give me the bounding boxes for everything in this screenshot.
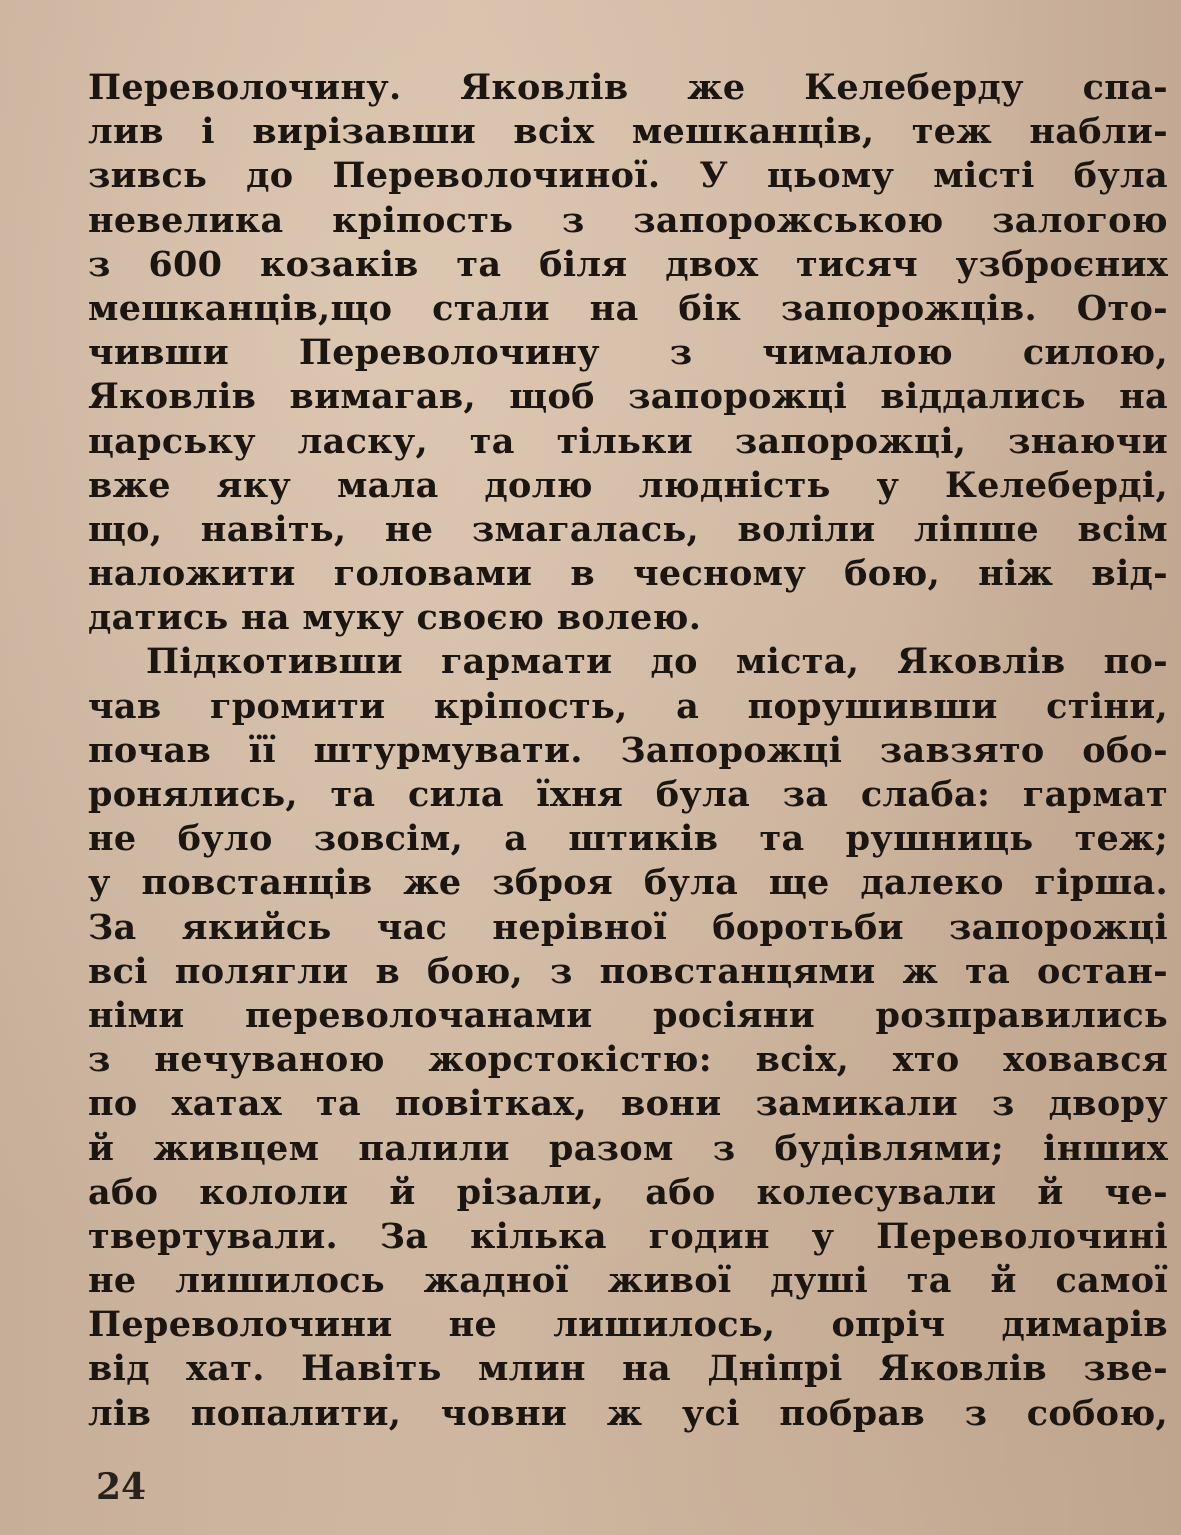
text-line-20: За якийсь час нерівної боротьби запорожці: [88, 906, 1168, 948]
text-line-23: з нечуваною жорстокістю: всіх, хто ховався: [88, 1039, 1168, 1081]
text-line-27: твертували. За кілька годин у Переволочині: [88, 1215, 1168, 1257]
text-line-8: Яковлів вимагав, щоб запорожці віддались на: [88, 376, 1168, 418]
text-line-3: зивсь до Переволочиної. У цьому місті була: [88, 155, 1168, 197]
text-line-14: Підкотивши гармати до міста, Яковлів по-: [146, 641, 1168, 683]
text-line-28: не лишилось жадної живої душі та й самої: [88, 1260, 1168, 1302]
text-line-5: з 600 козаків та біля двох тисяч узброєних: [88, 243, 1168, 285]
text-line-19: у повстанців же зброя була ще далеко гірша.: [88, 862, 1168, 904]
text-line-12: наложити головами в чесному бою, ніж від-: [88, 553, 1168, 595]
text-line-26: або кололи й різали, або колесували й че-: [88, 1171, 1168, 1213]
text-line-1: Переволочину. Яковлів же Келеберду спа-: [88, 67, 1168, 108]
text-line-9: царську ласку, та тільки запорожці, знаючи: [88, 420, 1168, 462]
text-line-7: чивши Переволочину з чималою силою,: [88, 332, 1168, 374]
text-line-15: чав громити кріпость, а порушивши стіни,: [88, 685, 1168, 727]
text-line-22: німи переволочанами росіяни розправились: [88, 994, 1168, 1036]
body-text: [88, 66, 1168, 1436]
text-line-18: не було зовсім, а штиків та рушниць теж;: [88, 818, 1168, 860]
text-line-2: лив і вирізавши всіх мешканців, теж набли-: [88, 111, 1168, 153]
text-line-11: що, навіть, не змагалась, воліли ліпше всім: [88, 508, 1168, 550]
text-line-21: всі полягли в бою, з повстанцями ж та остан-: [88, 950, 1168, 992]
text-line-30: від хат. Навіть млин на Дніпрі Яковлів зве-: [88, 1348, 1168, 1390]
text-line-6: мешканців,що стали на бік запорожців. Ото-: [88, 287, 1168, 329]
text-line-25: й живцем палили разом з будівлями; інших: [88, 1127, 1168, 1169]
text-line-17: ронялись, та сила їхня була за слаба: гармат: [88, 774, 1168, 815]
text-line-24: по хатах та повітках, вони замикали з двору: [88, 1083, 1168, 1125]
text-line-13: датись на муку своєю волею.: [88, 597, 702, 639]
page-number: 24: [96, 1466, 147, 1508]
text-line-4: невелика кріпость з запорожською залогою: [88, 199, 1168, 241]
text-line-10: вже яку мала долю людність у Келеберді,: [88, 464, 1168, 506]
text-line-29: Переволочини не лишилось, опріч димарів: [88, 1304, 1168, 1346]
text-line-16: почав її штурмувати. Запорожці завзято обо-: [88, 729, 1168, 771]
text-line-31: лів попалити, човни ж усі побрав з собою,: [88, 1392, 1168, 1434]
